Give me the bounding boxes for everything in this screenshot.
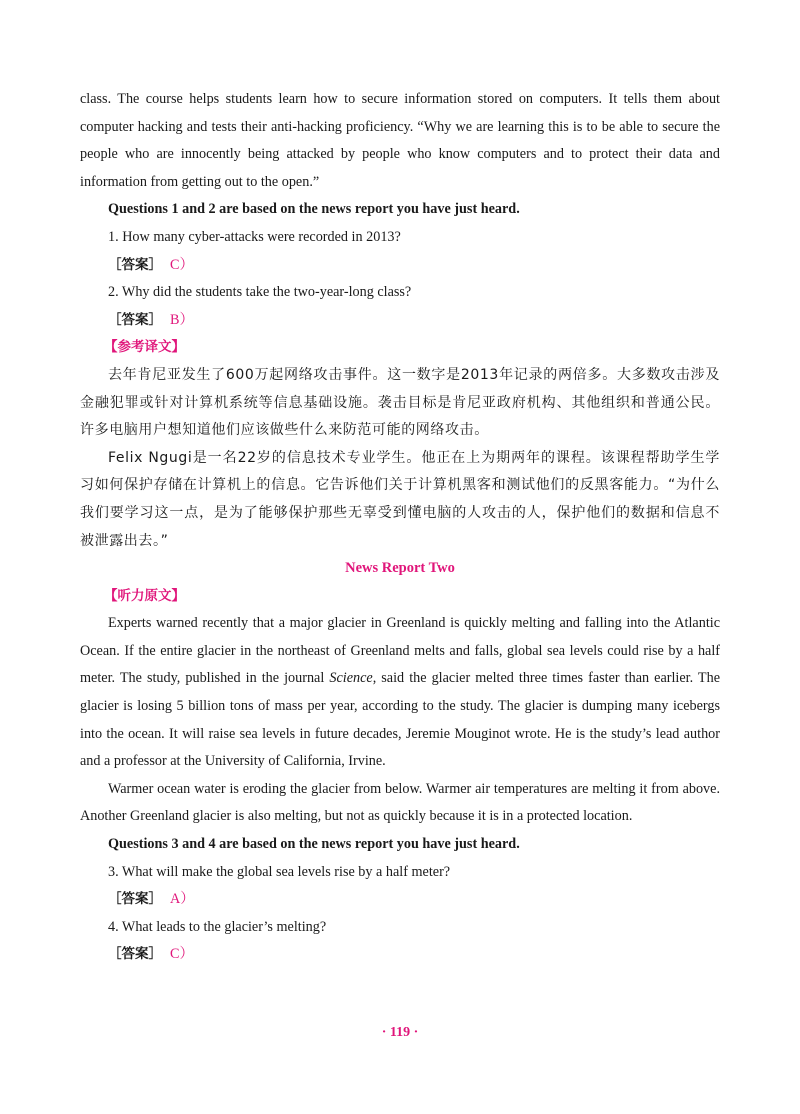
para1-part-a: Experts warned recently that a major glacier in Greenland is quickly melting and falling into the Atlantic Ocean. If the entire glacier in the northeast of Greenland melts and falls, global sea levels could rise by a half meter. The study, published in the journal [80, 615, 720, 687]
original-label-line [80, 583, 720, 611]
answer-label: ［答案］ [108, 256, 162, 273]
answer-value: A） [170, 891, 195, 908]
question-4: 4. What leads to the glacier’s melting? [108, 918, 327, 935]
answer-2 [80, 307, 720, 335]
question-1: 1. How many cyber-attacks were recorded in 2013? [108, 228, 401, 245]
answer-1 [80, 252, 720, 280]
page-number: · 119 · [381, 1025, 419, 1040]
answer-value: C） [170, 946, 194, 963]
answer-4 [80, 941, 720, 969]
page-content [80, 86, 720, 969]
translation-label-line [80, 334, 720, 362]
para1-part-b: , said the glacier melted three times faster than earlier. The glacier is losing 5 billion tons of mass per year, according to the study. The glacier is dumping many icebergs into the ocean. It will raise sea levels in future decades, Jeremie Mouginot wrote. He is the study’s lead author and a professor at the University of California, Irvine. [80, 670, 720, 770]
translation-paragraph-1: 去年肯尼亚发生了600万起网络攻击事件。这一数字是2013年记录的两倍多。大多数攻击涉及金融犯罪或针对计算机系统等信息基础设施。袭击目标是肯尼亚政府机构、其他组织和普通公民。许多电脑用户想知道他们应该做些什么来防范可能的网络攻击。 [80, 366, 720, 439]
original-label: 【听力原文】 [104, 587, 185, 604]
question-2: 2. Why did the students take the two-year-long class? [108, 284, 412, 301]
answer-3 [80, 886, 720, 914]
translation-label: 【参考译文】 [104, 339, 185, 356]
translation-paragraph-2: Felix Ngugi是一名22岁的信息技术专业学生。他正在上为期两年的课程。该课程帮助学生学习如何保护存储在计算机上的信息。它告诉他们关于计算机黑客和测试他们的反黑客能力。“为什么我们要学习这一点，是为了能够保护那些无辜受到懂电脑的人攻击的人，保护他们的数据和信息不被泄露出去。” [80, 449, 720, 549]
report-two-paragraph-1 [80, 610, 720, 776]
report-one-script-end: class. The course helps students learn how to secure information stored on computers. It tells them about computer hacking and tests their anti-hacking proficiency. “Why we are learning this is to be able to secure the people who are innocently being attacked by people who know computers and to protect their data and information from getting out to the open.” [80, 91, 720, 190]
questions-3-4-intro: Questions 3 and 4 are based on the news report you have just heard. [108, 836, 520, 853]
journal-name: Science [329, 670, 373, 687]
answer-label: ［答案］ [108, 891, 162, 908]
section-title-news-report-two: News Report Two [345, 560, 455, 577]
answer-label: ［答案］ [108, 311, 162, 328]
question-3: 3. What will make the global sea levels rise by a half meter? [108, 863, 451, 880]
questions-1-2-intro: Questions 1 and 2 are based on the news report you have just heard. [108, 201, 520, 218]
report-two-paragraph-2: Warmer ocean water is eroding the glacier from below. Warmer air temperatures are melting it from above. Another Greenland glacier is also melting, but not as quickly because it is in a protected location. [80, 780, 720, 825]
answer-label: ［答案］ [108, 946, 162, 963]
answer-value: B） [170, 311, 194, 328]
answer-value: C） [170, 256, 194, 273]
